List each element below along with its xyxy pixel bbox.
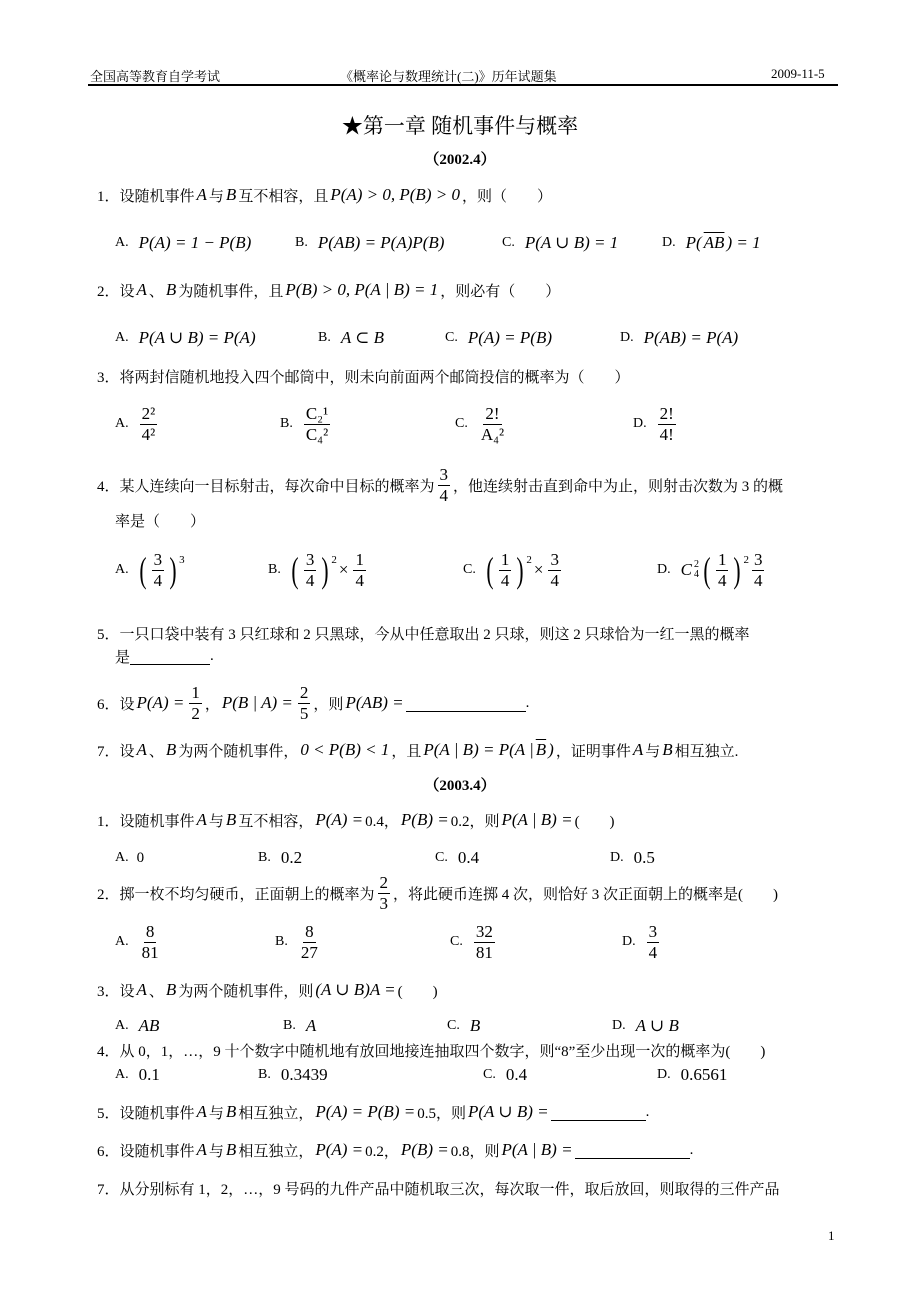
math-number: × bbox=[533, 560, 544, 579]
denominator: 4² bbox=[141, 424, 156, 444]
fraction bbox=[304, 404, 330, 444]
math-number: 0.5 bbox=[633, 848, 655, 867]
header-center: 《概率论与数理统计(二)》历年试题集 bbox=[340, 69, 557, 84]
math-number: × bbox=[338, 560, 349, 579]
option-a[interactable] bbox=[115, 922, 164, 962]
math: P(A) > 0, P(B) > 0 bbox=[330, 185, 460, 204]
math: P(A ∪ B) = bbox=[467, 1102, 549, 1121]
option-label: A. bbox=[115, 1067, 129, 1082]
math: P(A ∪ B) = P(A) bbox=[138, 328, 256, 347]
numerator: 2! bbox=[485, 403, 500, 423]
numerator: 1 bbox=[717, 549, 727, 569]
option-label: C. bbox=[502, 235, 515, 250]
denominator: 4 bbox=[355, 570, 364, 590]
option-label: D. bbox=[657, 562, 671, 577]
question-line bbox=[97, 730, 738, 770]
text: 1．设随机事件 bbox=[97, 188, 195, 205]
option-a[interactable] bbox=[115, 404, 160, 444]
option-label: B. bbox=[268, 562, 281, 577]
header-left: 全国高等教育自学考试 bbox=[90, 69, 221, 84]
math: B bbox=[225, 1140, 237, 1159]
option-label: C. bbox=[445, 330, 458, 345]
numerator: 3 bbox=[550, 549, 559, 569]
numerator: 3 bbox=[439, 464, 449, 484]
text: 2．掷一枚不均匀硬币，正面朝上的概率为 bbox=[97, 886, 375, 903]
option-label: C. bbox=[455, 416, 468, 431]
text: 互不相容，且 bbox=[238, 188, 329, 205]
math: B bbox=[225, 1102, 237, 1121]
text: 0.2， bbox=[365, 1143, 399, 1160]
option-b[interactable] bbox=[258, 1055, 330, 1095]
header-date: 2009-11-5 bbox=[771, 66, 825, 81]
text: 5．一只口袋中装有 3 只红球和 2 只黑球，今从中任意取出 2 只球，则这 2 只球恰为一红一黑的概率 bbox=[97, 626, 750, 643]
math-complement: $\overline{AB}$ bbox=[703, 233, 725, 252]
math-number: 0.3439 bbox=[280, 1065, 328, 1084]
text: ，则（ ） bbox=[461, 188, 552, 205]
text: 7．设 bbox=[97, 743, 135, 760]
fraction bbox=[378, 873, 391, 913]
question-line bbox=[97, 800, 615, 840]
text: 、 bbox=[148, 743, 164, 760]
parenthesized-fraction bbox=[701, 550, 744, 590]
option-label: D. bbox=[662, 235, 676, 250]
math-number: 0.6561 bbox=[680, 1065, 728, 1084]
fraction bbox=[299, 922, 320, 962]
math: P( bbox=[685, 233, 702, 252]
math-number: 0.2 bbox=[280, 848, 303, 867]
option-d[interactable] bbox=[657, 550, 767, 590]
math: P(A ∪ B) = 1 bbox=[524, 233, 619, 252]
fraction bbox=[140, 404, 158, 444]
math-complement: $\overline{B}$ bbox=[535, 740, 547, 759]
math: B bbox=[225, 185, 237, 204]
text: 互不相容， bbox=[238, 813, 314, 830]
option-b[interactable] bbox=[275, 922, 323, 962]
option-label: D. bbox=[622, 934, 636, 949]
text: ， bbox=[204, 696, 220, 713]
math: ) bbox=[548, 740, 554, 759]
option-label: D. bbox=[657, 1067, 671, 1082]
option-b[interactable] bbox=[280, 404, 333, 444]
text: 4．某人连续向一目标射击，每次命中目标的概率为 bbox=[97, 478, 435, 495]
fraction bbox=[548, 550, 561, 590]
math: A bbox=[305, 1016, 317, 1035]
denominator: 5 bbox=[299, 703, 309, 723]
math: B bbox=[662, 740, 673, 759]
option-d[interactable] bbox=[662, 223, 763, 263]
right-paren: ) bbox=[321, 550, 329, 590]
option-label: C. bbox=[450, 934, 463, 949]
right-paren: ) bbox=[169, 550, 177, 590]
numerator: 1 bbox=[500, 549, 510, 569]
option-a[interactable] bbox=[115, 318, 258, 358]
numerator: 3 bbox=[753, 549, 763, 569]
question-line bbox=[97, 1168, 780, 1208]
options-row bbox=[0, 550, 920, 590]
option-label: C. bbox=[435, 850, 448, 865]
math: P(B) > 0, P(A | B) = 1 bbox=[285, 280, 439, 299]
numerator: 32 bbox=[475, 921, 493, 941]
denominator: 27 bbox=[300, 942, 318, 962]
math: B bbox=[165, 740, 177, 759]
text: 相互独立， bbox=[238, 1105, 314, 1122]
section-year: （2002.4） bbox=[424, 152, 496, 168]
option-label: C. bbox=[447, 1018, 460, 1033]
options-row bbox=[0, 223, 920, 263]
text: ，且 bbox=[391, 743, 422, 760]
option-a[interactable] bbox=[115, 550, 185, 590]
option-label: A. bbox=[115, 330, 129, 345]
option-label: A. bbox=[115, 562, 129, 577]
denominator: 4! bbox=[659, 424, 674, 444]
option-label: C. bbox=[463, 562, 476, 577]
fraction bbox=[353, 550, 366, 590]
answer-blank[interactable] bbox=[130, 648, 210, 665]
text: ( ) bbox=[397, 983, 438, 1000]
text: 与 bbox=[208, 188, 224, 205]
section-year: （2003.4） bbox=[424, 778, 496, 794]
option-c[interactable] bbox=[455, 404, 509, 444]
options-row bbox=[0, 404, 920, 444]
denominator: 4 bbox=[753, 570, 763, 590]
option-label: A. bbox=[115, 934, 129, 949]
parenthesized-fraction bbox=[137, 550, 180, 590]
question-line bbox=[97, 356, 630, 396]
text: 相互独立. bbox=[674, 743, 739, 760]
text: . bbox=[210, 647, 214, 664]
fraction bbox=[140, 922, 161, 962]
math-number: 0.1 bbox=[138, 1065, 160, 1084]
option-label: D. bbox=[612, 1018, 626, 1033]
math: B bbox=[165, 980, 177, 999]
right-paren: ) bbox=[516, 550, 524, 590]
denominator: 81 bbox=[141, 942, 159, 962]
options-row bbox=[0, 318, 920, 358]
exponent: 2 bbox=[743, 554, 749, 566]
fraction bbox=[189, 683, 202, 723]
fraction bbox=[499, 550, 512, 590]
text: ( ) bbox=[574, 813, 615, 830]
text: ，他连续射击直到命中为止，则射击次数为 3 的概 bbox=[453, 478, 784, 495]
text: 是 bbox=[115, 649, 131, 666]
chapter-title: ★第一章 随机事件与概率 bbox=[341, 114, 579, 138]
left-paren: ( bbox=[703, 550, 711, 590]
text: ，则 bbox=[313, 696, 344, 713]
question-line bbox=[97, 683, 529, 723]
denominator: 4 bbox=[648, 942, 658, 962]
math: P(B) = bbox=[400, 810, 449, 829]
exponent: 2 bbox=[331, 554, 337, 566]
option-d[interactable] bbox=[622, 922, 662, 962]
numerator: 3 bbox=[305, 549, 315, 569]
numerator: 1 bbox=[355, 549, 364, 569]
math: A bbox=[196, 810, 207, 829]
math: P(A | B) = bbox=[501, 810, 573, 829]
option-d[interactable] bbox=[633, 404, 679, 444]
numerator: 2² bbox=[141, 403, 156, 423]
text: 4．从 0，1，…，9 十个数字中随机地有放回地接连抽取四个数字，则“8”至少出现一次的概率为( ) bbox=[97, 1043, 766, 1060]
option-b[interactable] bbox=[258, 838, 304, 878]
numerator: 1 bbox=[191, 682, 200, 702]
superscript: 2 bbox=[693, 559, 699, 570]
parenthesized-fraction bbox=[484, 550, 527, 590]
question-line bbox=[97, 970, 438, 1010]
fraction bbox=[752, 550, 765, 590]
option-c[interactable] bbox=[450, 922, 498, 962]
answer-blank[interactable] bbox=[551, 1104, 646, 1121]
math: B bbox=[225, 810, 237, 829]
math: AB bbox=[138, 1016, 160, 1035]
fraction bbox=[479, 404, 506, 444]
option-a[interactable] bbox=[115, 838, 144, 878]
math: (A ∪ B)A = bbox=[315, 980, 396, 999]
text: 7．从分别标有 1，2，…，9 号码的九件产品中随机取三次，每次取一件，取后放回，则取得的三件产品 bbox=[97, 1181, 780, 1198]
denominator: 4 bbox=[153, 570, 163, 590]
left-paren: ( bbox=[486, 550, 494, 590]
text: 为两个随机事件，则 bbox=[178, 983, 314, 1000]
question-line bbox=[97, 1130, 693, 1170]
answer-blank[interactable] bbox=[406, 695, 526, 712]
math: P(A) = bbox=[315, 810, 364, 829]
denominator: 2 bbox=[191, 703, 200, 723]
text: 与 bbox=[208, 813, 224, 830]
option-c[interactable] bbox=[435, 838, 481, 878]
subscript: 4 bbox=[693, 569, 699, 580]
right-paren: ) bbox=[733, 550, 742, 590]
question-line bbox=[97, 873, 778, 913]
numerator: 8 bbox=[305, 921, 314, 941]
question-line bbox=[115, 500, 205, 540]
fraction bbox=[647, 922, 660, 962]
numerator: 3 bbox=[153, 549, 163, 569]
text: 为随机事件，且 bbox=[178, 283, 284, 300]
denominator: 81 bbox=[475, 942, 493, 962]
option-a[interactable] bbox=[115, 223, 253, 263]
math: A bbox=[196, 1102, 207, 1121]
option-label: B. bbox=[295, 235, 308, 250]
math: A bbox=[632, 740, 644, 759]
math: P(A | B) = P(A | bbox=[423, 740, 534, 759]
text: 相互独立， bbox=[238, 1143, 314, 1160]
text: 0.5，则 bbox=[417, 1105, 466, 1122]
math: C bbox=[680, 560, 692, 579]
math: 0 < P(B) < 1 bbox=[300, 740, 390, 759]
text: ，将此硬币连掷 4 次，则恰好 3 次正面朝上的概率是( ) bbox=[393, 886, 779, 903]
option-c[interactable] bbox=[445, 318, 554, 358]
math: A bbox=[136, 980, 147, 999]
parenthesized-fraction bbox=[289, 550, 332, 590]
denominator: A₄² bbox=[480, 424, 505, 444]
math: B bbox=[165, 280, 177, 299]
question-line bbox=[115, 636, 214, 676]
option-label: B. bbox=[275, 934, 288, 949]
text: 5．设随机事件 bbox=[97, 1105, 195, 1122]
combination-indices bbox=[694, 560, 699, 580]
text: 0.8，则 bbox=[450, 1143, 500, 1160]
option-label: B. bbox=[258, 850, 271, 865]
numerator: 8 bbox=[145, 921, 155, 941]
text: . bbox=[689, 1141, 694, 1158]
denominator: 3 bbox=[379, 893, 389, 913]
math: P(B | A) = bbox=[221, 693, 293, 712]
numerator: C₂¹ bbox=[305, 403, 329, 423]
option-label: D. bbox=[610, 850, 624, 865]
text: . bbox=[645, 1103, 650, 1120]
option-label: B. bbox=[258, 1067, 271, 1082]
text: 3．设 bbox=[97, 983, 135, 1000]
option-label: B. bbox=[283, 1018, 296, 1033]
option-label: B. bbox=[318, 330, 331, 345]
text: 3．将两封信随机地投入四个邮筒中，则未向前面两个邮筒投信的概率为（ ） bbox=[97, 369, 630, 386]
option-label: A. bbox=[115, 416, 129, 431]
text: 2．设 bbox=[97, 283, 135, 300]
math: P(A) = P(B) = bbox=[315, 1102, 416, 1121]
question-line bbox=[97, 1092, 649, 1132]
option-c[interactable] bbox=[502, 223, 620, 263]
math: A bbox=[136, 740, 147, 759]
text: 0 bbox=[136, 849, 145, 866]
text: 与 bbox=[208, 1143, 224, 1160]
math: A bbox=[196, 1140, 207, 1159]
text: 0.4， bbox=[365, 813, 399, 830]
numerator: 2 bbox=[379, 872, 389, 892]
math: A ∪ B bbox=[635, 1016, 679, 1035]
fraction bbox=[716, 550, 729, 590]
text: 、 bbox=[148, 983, 164, 1000]
option-label: A. bbox=[115, 235, 129, 250]
numerator: 2 bbox=[299, 682, 309, 702]
option-label: D. bbox=[620, 330, 634, 345]
math: A bbox=[136, 280, 147, 299]
exponent: 2 bbox=[526, 554, 532, 566]
text: 6．设随机事件 bbox=[97, 1143, 195, 1160]
fraction bbox=[152, 550, 165, 590]
denominator: C₄² bbox=[305, 424, 329, 444]
text: 1．设随机事件 bbox=[97, 813, 195, 830]
option-label: C. bbox=[483, 1067, 496, 1082]
option-label: A. bbox=[115, 850, 129, 865]
text: . bbox=[525, 694, 530, 711]
denominator: 4 bbox=[439, 485, 449, 505]
math: P(AB) = bbox=[345, 693, 404, 712]
math: P(A) = bbox=[315, 1140, 364, 1159]
left-paren: ( bbox=[291, 550, 299, 590]
numerator: 3 bbox=[648, 921, 658, 941]
option-d[interactable] bbox=[620, 318, 740, 358]
math: P(A) = 1 − P(B) bbox=[138, 233, 252, 252]
math: P(AB) = P(A)P(B) bbox=[317, 233, 445, 252]
option-label: A. bbox=[115, 1018, 129, 1033]
text: 与 bbox=[208, 1105, 224, 1122]
numerator: 2! bbox=[659, 403, 674, 423]
math: ) = 1 bbox=[726, 233, 761, 252]
denominator: 4 bbox=[500, 570, 510, 590]
denominator: 4 bbox=[550, 570, 559, 590]
text: 0.2，则 bbox=[450, 813, 500, 830]
math: P(AB) = P(A) bbox=[643, 328, 739, 347]
text: ，则必有（ ） bbox=[440, 283, 561, 300]
text: 率是（ ） bbox=[115, 513, 206, 530]
denominator: 4 bbox=[717, 570, 727, 590]
math: A bbox=[196, 185, 207, 204]
options-row bbox=[0, 1055, 920, 1095]
option-b[interactable] bbox=[268, 550, 369, 590]
option-a[interactable] bbox=[115, 1055, 162, 1095]
question-line bbox=[97, 270, 560, 310]
option-d[interactable] bbox=[610, 838, 657, 878]
fraction bbox=[304, 550, 317, 590]
math-number: 0.4 bbox=[505, 1065, 528, 1084]
math: P(A | B) = bbox=[501, 1140, 573, 1159]
option-c[interactable] bbox=[463, 550, 564, 590]
answer-blank[interactable] bbox=[575, 1142, 690, 1159]
option-b[interactable] bbox=[295, 223, 446, 263]
math: P(A) = P(B) bbox=[467, 328, 552, 347]
option-label: B. bbox=[280, 416, 293, 431]
exponent: 3 bbox=[179, 554, 185, 566]
header-rule bbox=[88, 84, 838, 86]
denominator: 4 bbox=[305, 570, 315, 590]
math: B bbox=[469, 1016, 481, 1035]
math: P(B) = bbox=[400, 1140, 449, 1159]
text: 为两个随机事件， bbox=[178, 743, 299, 760]
options-row bbox=[0, 922, 920, 962]
fraction bbox=[438, 465, 451, 505]
math: P(A) = bbox=[136, 693, 185, 712]
fraction bbox=[658, 404, 676, 444]
text: ，证明事件 bbox=[555, 743, 631, 760]
math: A ⊂ B bbox=[340, 328, 385, 347]
option-label: D. bbox=[633, 416, 647, 431]
page-number: 1 bbox=[828, 1228, 835, 1243]
math-number: 0.4 bbox=[457, 848, 480, 867]
option-b[interactable] bbox=[318, 318, 386, 358]
text: 、 bbox=[148, 283, 164, 300]
fraction bbox=[298, 683, 311, 723]
option-c[interactable] bbox=[483, 1055, 529, 1095]
left-paren: ( bbox=[139, 550, 147, 590]
text: 与 bbox=[645, 743, 661, 760]
option-d[interactable] bbox=[657, 1055, 729, 1095]
text: 6．设 bbox=[97, 696, 135, 713]
question-line bbox=[97, 175, 552, 215]
question-line bbox=[97, 465, 783, 505]
options-row bbox=[0, 838, 920, 878]
fraction bbox=[474, 922, 495, 962]
